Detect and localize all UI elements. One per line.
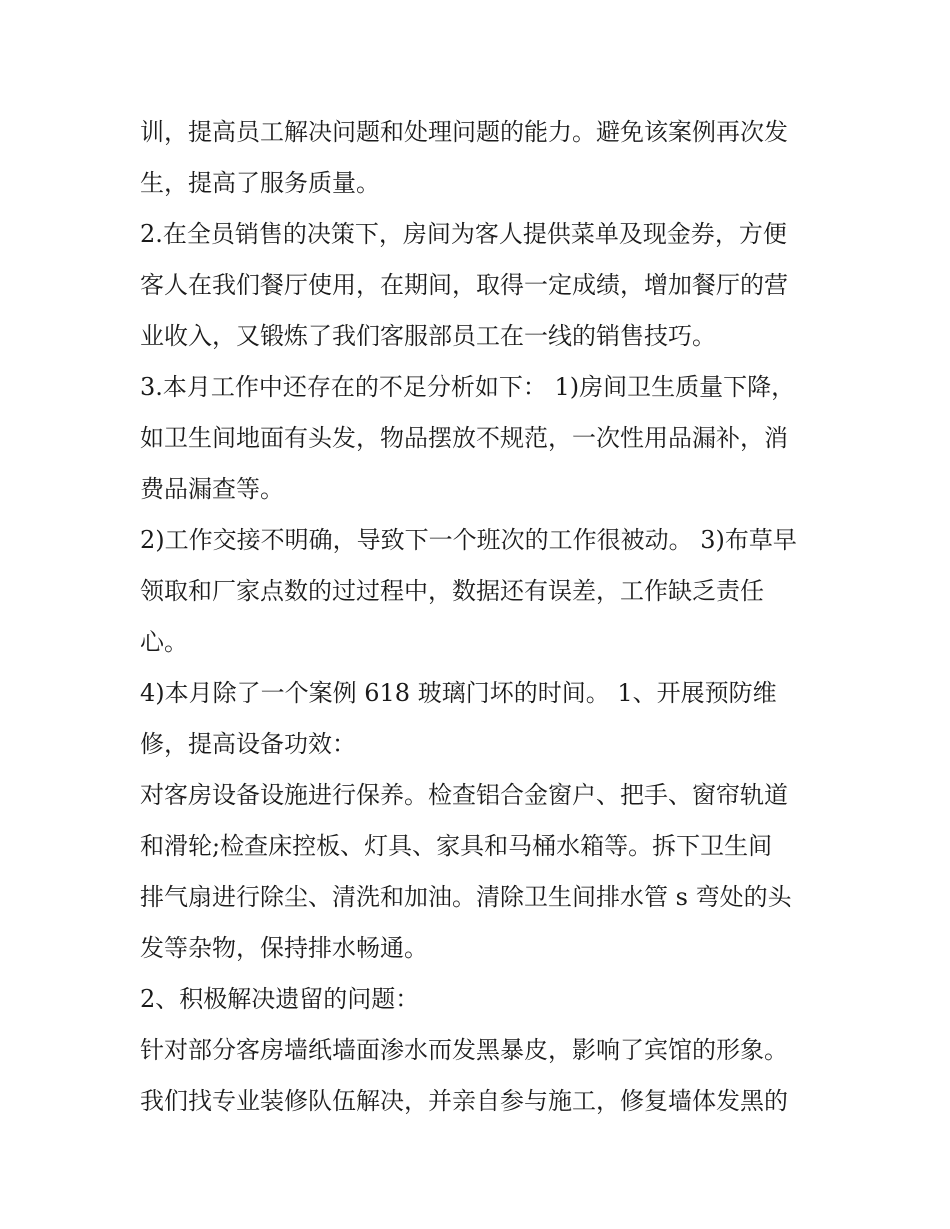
text-line: 排气扇进行除尘、清洗和加油。清除卫生间排水管 s 弯处的头 xyxy=(140,883,792,911)
text-line: 2.在全员销售的决策下，房间为客人提供菜单及现金券，方便 xyxy=(140,220,787,248)
document-body xyxy=(140,107,820,1127)
text-line: 对客房设备设施进行保养。检查铝合金窗户、把手、窗帘轨道 xyxy=(140,781,788,809)
text-line: 和滑轮;检查床控板、灯具、家具和马桶水箱等。拆下卫生间 xyxy=(140,832,773,860)
text-line: 修，提高设备功效： xyxy=(140,730,356,758)
text-line: 2、积极解决遗留的问题： xyxy=(140,985,420,1013)
text-line: 客人在我们餐厅使用，在期间，取得一定成绩，增加餐厅的营 xyxy=(140,271,788,299)
text-line: 针对部分客房墙纸墙面渗水而发黑暴皮，影响了宾馆的形象。 xyxy=(140,1036,788,1064)
text-line: 领取和厂家点数的过过程中，数据还有误差，工作缺乏责任 xyxy=(140,577,764,605)
text-line: 我们找专业装修队伍解决，并亲自参与施工，修复墙体发黑的 xyxy=(140,1087,788,1115)
text-line: 3.本月工作中还存在的不足分析如下： 1)房间卫生质量下降， xyxy=(140,373,796,401)
text-line: 发等杂物，保持排水畅通。 xyxy=(140,934,428,962)
text-line: 费品漏查等。 xyxy=(140,475,284,503)
text-line: 如卫生间地面有头发，物品摆放不规范，一次性用品漏补，消 xyxy=(140,424,788,452)
text-line: 业收入，又锻炼了我们客服部员工在一线的销售技巧。 xyxy=(140,322,716,350)
text-line: 心。 xyxy=(140,628,188,656)
text-line: 2)工作交接不明确，导致下一个班次的工作很被动。 3)布草早 xyxy=(140,526,797,554)
text-line: 生，提高了服务质量。 xyxy=(140,169,380,197)
text-line: 4)本月除了一个案例 618 玻璃门坏的时间。 1、开展预防维 xyxy=(140,679,777,707)
text-line: 训，提高员工解决问题和处理问题的能力。避免该案例再次发 xyxy=(140,118,788,146)
